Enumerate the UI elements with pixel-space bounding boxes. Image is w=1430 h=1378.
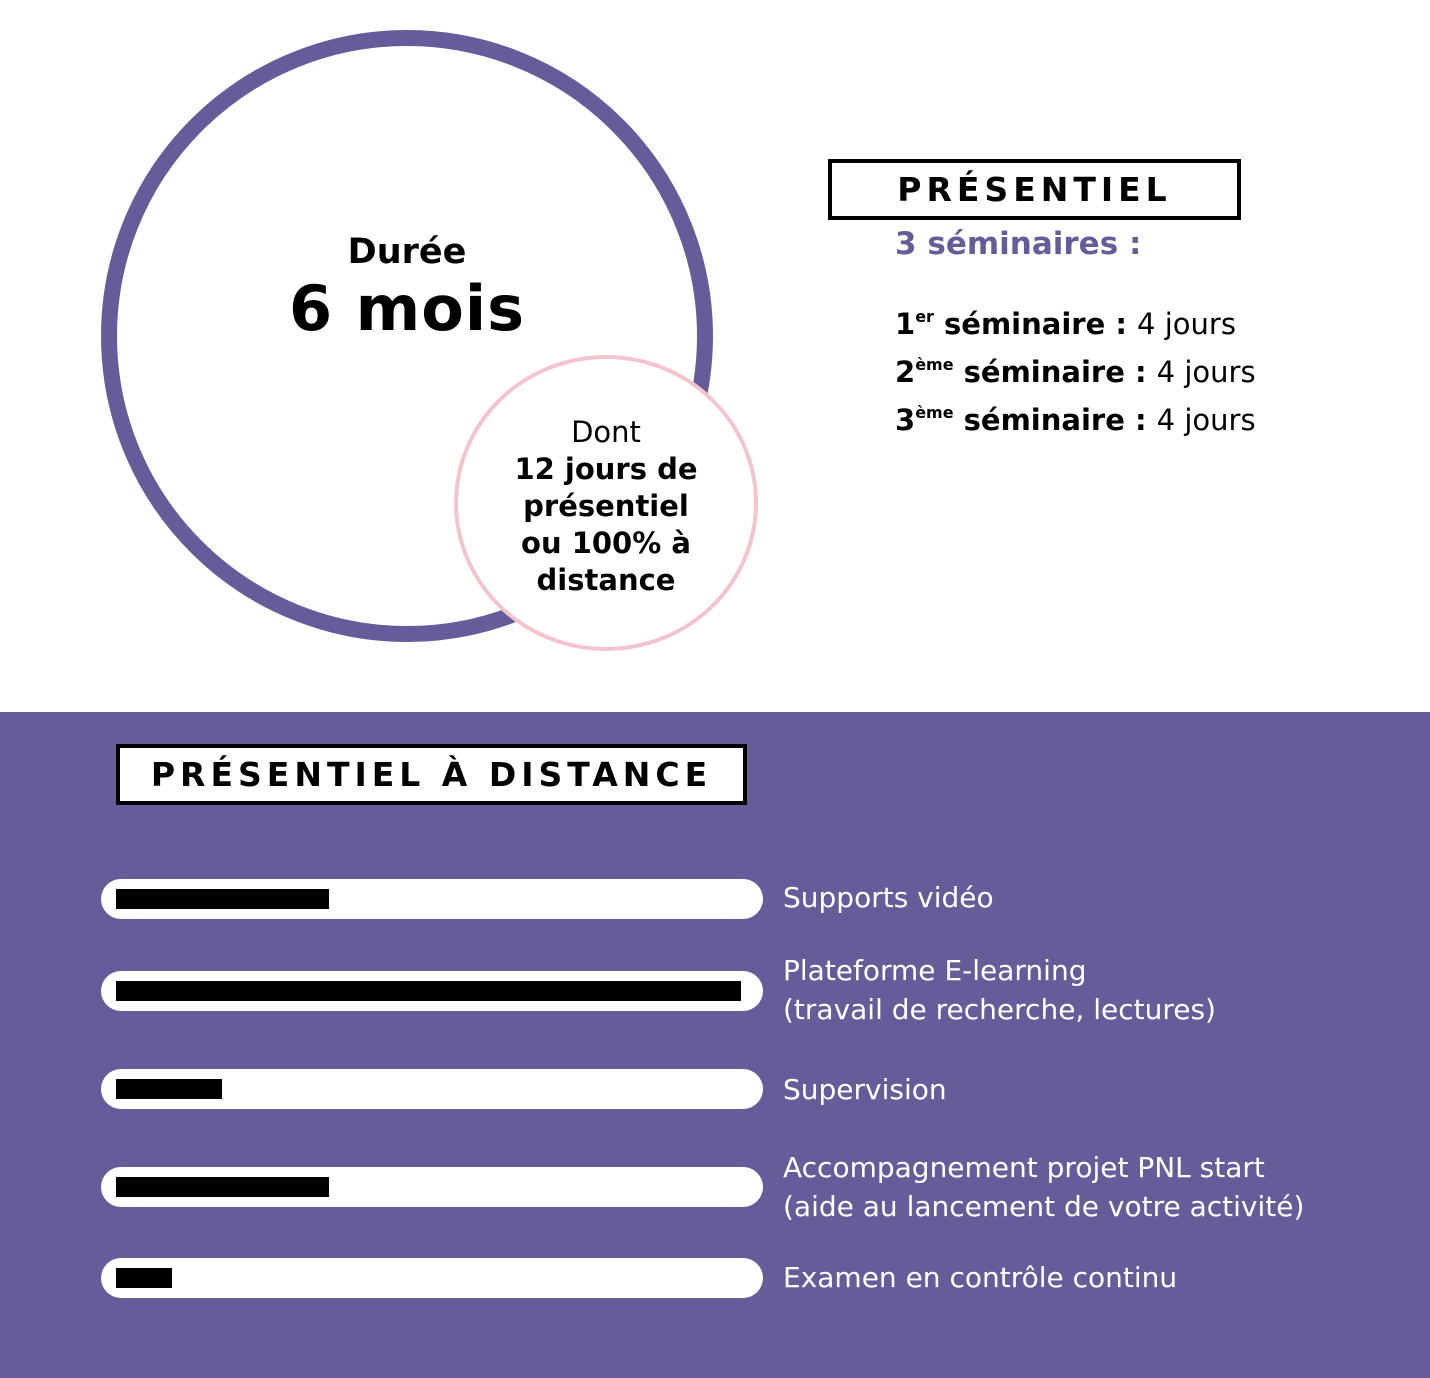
detail-line-3: ou 100% à <box>521 526 691 560</box>
label-line: Examen en contrôle continu <box>783 1261 1178 1294</box>
presentiel-tag: PRÉSENTIEL <box>828 159 1241 220</box>
progress-bar-accompagnement <box>101 1167 763 1207</box>
seminar-item <box>895 302 1256 350</box>
detail-line-1: 12 jours de <box>514 452 698 486</box>
label-line: Supports vidéo <box>783 881 994 914</box>
progress-fill <box>116 1177 329 1197</box>
distance-tag: PRÉSENTIEL À DISTANCE <box>116 744 747 805</box>
seminar-duration: 4 jours <box>1156 355 1256 389</box>
duration-value: 6 mois <box>288 272 526 345</box>
progress-bar-video <box>101 879 763 919</box>
seminar-duration: 4 jours <box>1137 307 1236 341</box>
duration-label: Durée <box>347 232 467 272</box>
detail-intro: Dont <box>571 415 641 449</box>
seminar-list <box>895 302 1256 446</box>
seminar-number: 2 <box>895 355 916 389</box>
progress-bar-examen <box>101 1258 763 1298</box>
seminar-ordinal: ème <box>915 403 954 422</box>
seminar-number: 1 <box>895 307 916 341</box>
seminar-name: séminaire : <box>933 307 1138 341</box>
seminar-ordinal: er <box>915 307 934 326</box>
label-line: Accompagnement projet PNL start <box>783 1151 1265 1184</box>
seminar-name: séminaire : <box>953 355 1157 389</box>
progress-label-video <box>783 878 994 917</box>
seminars-title: 3 séminaires : <box>895 226 1142 262</box>
progress-fill <box>116 981 741 1001</box>
progress-bar-elearning <box>101 971 763 1011</box>
seminar-item <box>895 350 1256 398</box>
label-subline: (travail de recherche, lectures) <box>783 993 1216 1026</box>
seminar-item <box>895 398 1256 446</box>
progress-label-examen <box>783 1258 1177 1297</box>
detail-line-4: distance <box>536 563 676 597</box>
label-subline: (aide au lancement de votre activité) <box>783 1190 1305 1223</box>
progress-fill <box>116 889 329 909</box>
label-line: Plateforme E-learning <box>783 954 1087 987</box>
progress-label-supervision <box>783 1070 947 1109</box>
progress-fill <box>116 1268 172 1288</box>
detail-text <box>464 414 748 599</box>
seminar-name: séminaire : <box>953 403 1157 437</box>
progress-bar-supervision <box>101 1069 763 1109</box>
seminar-ordinal: ème <box>915 355 954 374</box>
detail-line-2: présentiel <box>523 489 689 523</box>
progress-label-elearning <box>783 951 1216 1029</box>
seminar-duration: 4 jours <box>1156 403 1256 437</box>
seminar-number: 3 <box>895 403 916 437</box>
label-line: Supervision <box>783 1073 947 1106</box>
progress-label-accompagnement <box>783 1148 1304 1226</box>
progress-fill <box>116 1079 222 1099</box>
